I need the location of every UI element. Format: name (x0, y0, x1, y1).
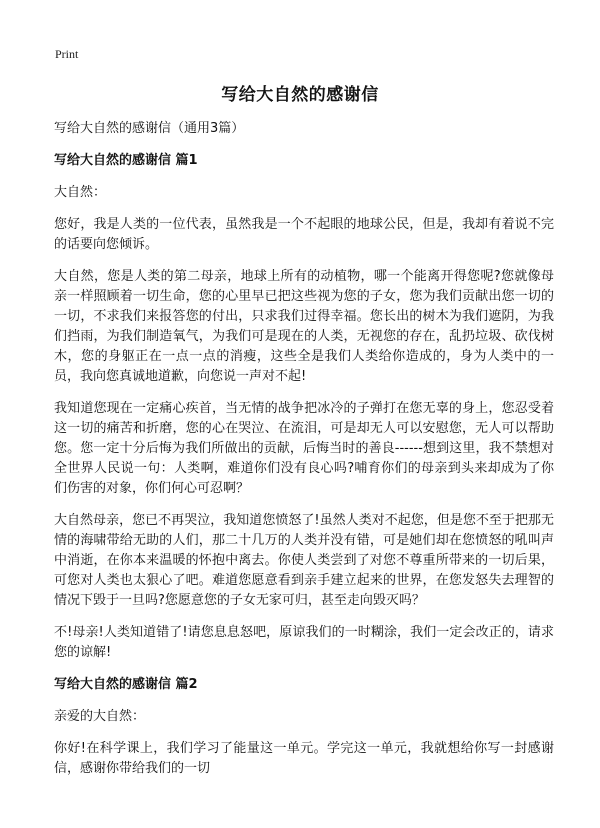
paragraph: 大自然母亲，您已不再哭泣，我知道您愤怒了!虽然人类对不起您，但是您不至于把那无情的海啸带给无助的人们，那二十几万的人类并没有错，可是她们却在您愤怒的吼叫声中消逝，在你本来温暖的怀抱中离去。你使人类尝到了对您不尊重所带来的一切后果，可您对人类也太狠心了吧。难道您愿意看到亲手建立起来的世界，在您发怒失去理智的情况下毁于一旦吗?您愿意您的子女无家可归，甚至走向毁灭吗？ (54, 513, 554, 608)
paragraph: 我知道您现在一定痛心疾首，当无情的战争把冰冷的子弹打在您无辜的身上，您忍受着这一切的痛苦和折磨，您的心在哭泣、在流泪，可是却无人可以安慰您，无人可以帮助您。您一定十分后悔为我们所做出的贡献，后悔当时的善良------想到这里，我不禁想对全世界人民说一句：人类啊，难道你们没有良心吗?哺育你们的母亲到头来却成为了你们伤害的对象，你们何心可忍啊？ (54, 401, 554, 496)
section-1 (54, 151, 554, 663)
salutation: 大自然： (54, 185, 107, 200)
section-2 (54, 675, 554, 779)
paragraph: 你好!在科学课上，我们学习了能量这一单元。学完这一单元，我就想给你写一封感谢信，感谢你带给我们的一切 (54, 741, 554, 776)
paragraph: 不!母亲!人类知道错了!请您息息怒吧，原谅我们的一时糊涂，我们一定会改正的，请求您的谅解! (54, 625, 554, 660)
section-heading: 写给大自然的感谢信 篇1 (54, 153, 198, 168)
page-title: 写给大自然的感谢信 (221, 85, 379, 105)
print-link[interactable]: Print (55, 47, 79, 61)
article-subtitle: 写给大自然的感谢信（通用3篇） (54, 121, 245, 136)
article-body (54, 119, 554, 791)
section-heading: 写给大自然的感谢信 篇2 (54, 677, 198, 692)
paragraph: 您好，我是人类的一位代表，虽然我是一个不起眼的地球公民，但是，我却有着说不完的话要向您倾诉。 (54, 217, 554, 252)
paragraph: 大自然，您是人类的第二母亲，地球上所有的动植物，哪一个能离开得您呢?您就像母亲一样照顾着一切生命，您的心里早已把这些视为您的子女，您为我们贡献出您一切的一切，不求我们来报答您的付出，只求我们过得幸福。您长出的树木为我们遮阴，为我们挡雨，为我们制造氧气，为我们可是现在的人类，无视您的存在，乱扔垃圾、砍伐树木，您的身躯正在一点一点的消瘦，这些全是我们人类给你造成的，身为人类中的一员，我向您真诚地道歉，向您说一声对不起! (54, 269, 554, 384)
salutation: 亲爱的大自然： (54, 709, 146, 724)
